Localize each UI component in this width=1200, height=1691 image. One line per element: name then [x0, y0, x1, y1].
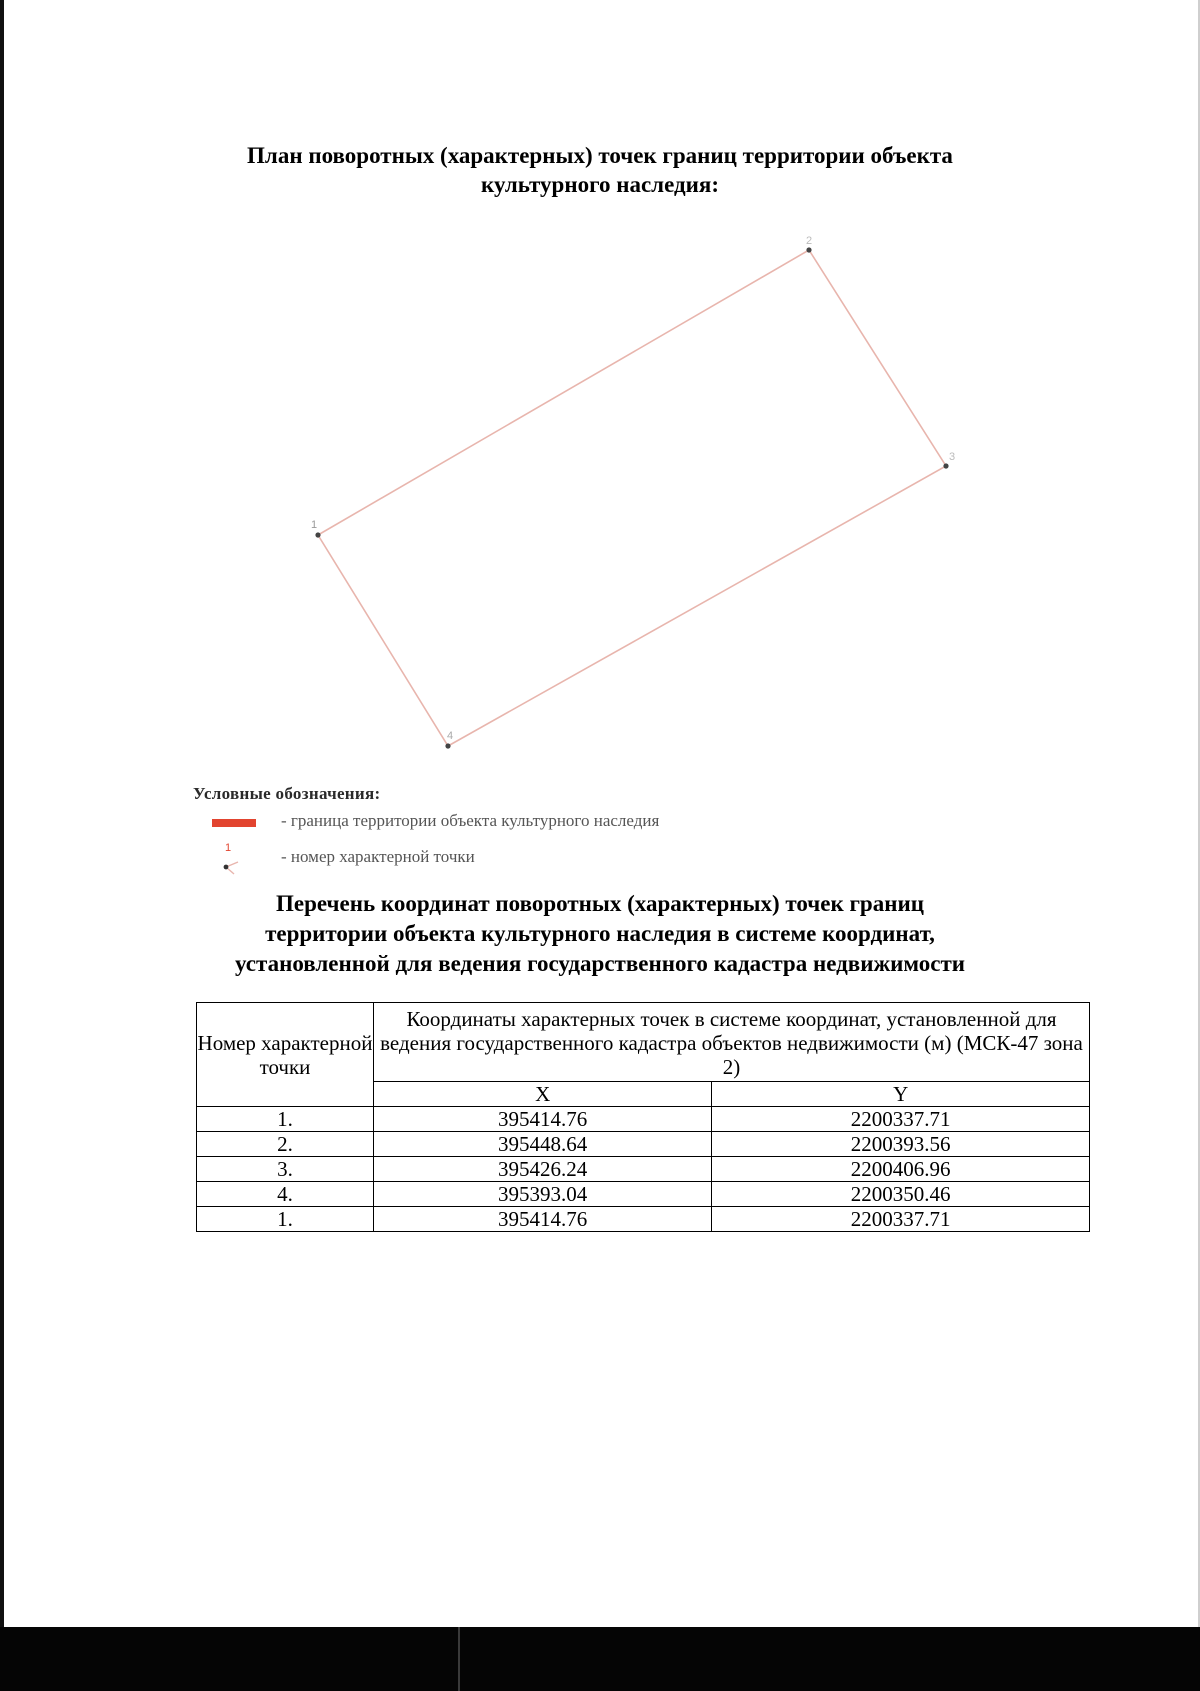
cell-y: 2200337.71	[712, 1107, 1090, 1132]
table-row	[197, 1182, 1090, 1207]
svg-text:1: 1	[225, 842, 232, 854]
table-row	[197, 1207, 1090, 1232]
header-x: X	[374, 1082, 712, 1107]
list-title-line-2: территории объекта культурного наследия в системе координат,	[265, 921, 935, 946]
cell-y: 2200393.56	[712, 1132, 1090, 1157]
boundary-point-1	[311, 519, 321, 538]
cell-point-number: 1.	[197, 1207, 374, 1232]
cell-x: 395414.76	[374, 1207, 712, 1232]
table-header-row	[197, 1003, 1090, 1082]
boundary-point-3	[943, 451, 955, 469]
coordinates-table	[196, 1002, 1090, 1232]
cell-point-number: 1.	[197, 1107, 374, 1132]
cell-x: 395393.04	[374, 1182, 712, 1207]
legend-item-boundary: - граница территории объекта культурного наследия	[281, 811, 660, 830]
header-y: Y	[712, 1082, 1090, 1107]
cell-y: 2200350.46	[712, 1182, 1090, 1207]
table-row	[197, 1132, 1090, 1157]
table-row	[197, 1157, 1090, 1182]
cell-x: 395448.64	[374, 1132, 712, 1157]
cell-point-number: 3.	[197, 1157, 374, 1182]
boundary-polygon	[318, 250, 946, 746]
boundary-point-2	[806, 235, 812, 253]
cell-point-number: 4.	[197, 1182, 374, 1207]
legend-title: Условные обозначения:	[193, 784, 381, 803]
cell-y: 2200406.96	[712, 1157, 1090, 1182]
scan-bottom-bar	[0, 1627, 1200, 1691]
point-label-3: 3	[949, 451, 956, 463]
table-row	[197, 1107, 1090, 1132]
point-label-1: 1	[311, 519, 318, 531]
plan-title-line-1: План поворотных (характерных) точек границ территории объекта	[247, 143, 953, 168]
cell-x: 395426.24	[374, 1157, 712, 1182]
point-label-2: 2	[806, 235, 813, 247]
cell-y: 2200337.71	[712, 1207, 1090, 1232]
coordinates-list-title	[130, 889, 1070, 979]
header-point-number: Номер характерной точки	[197, 1003, 374, 1107]
legend-item-point-number: - номер характерной точки	[281, 847, 475, 866]
boundary-line-swatch	[212, 819, 256, 827]
point-label-4: 4	[447, 730, 454, 742]
cell-point-number: 2.	[197, 1132, 374, 1157]
list-title-line-1: Перечень координат поворотных (характерных) точек границ	[276, 891, 924, 916]
cell-x: 395414.76	[374, 1107, 712, 1132]
point-number-icon	[222, 841, 252, 881]
boundary-plan	[0, 0, 1200, 780]
list-title-line-3: установленной для ведения государственного кадастра недвижимости	[235, 951, 965, 976]
scan-bottom-notch	[458, 1627, 460, 1691]
header-coordinates: Координаты характерных точек в системе координат, установленной для ведения государственного кадастра объектов недвижимости (м) (МСК-47 зона 2)	[374, 1003, 1090, 1082]
boundary-point-4	[445, 730, 453, 749]
plan-title-line-2: культурного наследия:	[481, 172, 719, 197]
